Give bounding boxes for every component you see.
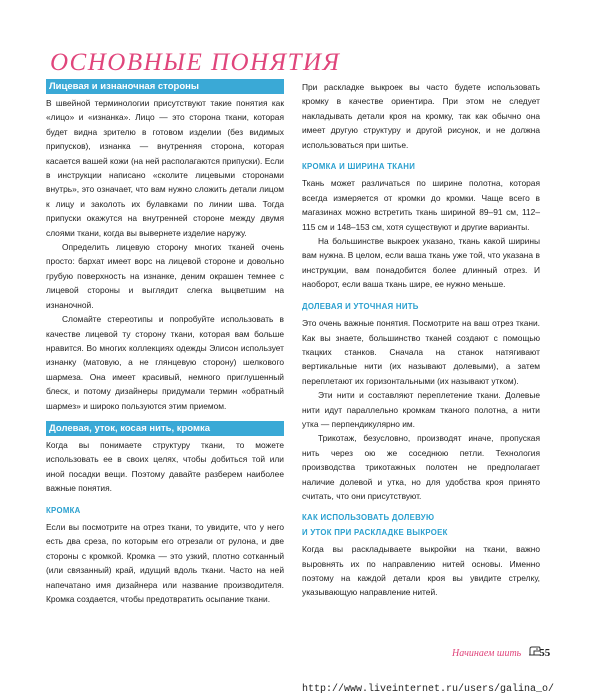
page-number: 55	[539, 647, 551, 659]
page-title: ОСНОВНЫЕ ПОНЯТИЯ	[50, 49, 341, 76]
paragraph: Сломайте стереотипы и попробуйте использовать в качестве лицевой ту сторону ткани, которая вам больше нравится. Во многих коллекциях одежды Элисон использует изнанку (матовую, а не глянцевую сторону) шелкового шармеза. Она имеет красивый, немного приглушенный блеск, и потому дизайнеры придумали термин «обратный шармез» и широко пользуются этим приемом.	[46, 314, 284, 411]
sewing-machine-icon	[528, 645, 542, 657]
subheading: КРОМКА	[46, 505, 81, 515]
paragraph: Эти нити и составляют переплетение ткани. Долевые нити идут параллельно кромкам тканого полотна, а нити утка — перпендикулярно им.	[302, 390, 540, 429]
subheading: КАК ИСПОЛЬЗОВАТЬ ДОЛЕВУЮ	[302, 513, 435, 523]
section-name: Начинаем шить	[452, 648, 522, 659]
paragraph: Ткань может различаться по ширине полотна, которая всегда измеряется от кромки до кромки. Чаще всего в магазинах можно встретить ткань шириной 89–91 см, 112–115 см и 148–153 см, хотя существуют и другие варианты.	[302, 178, 540, 232]
paragraph: Это очень важные понятия. Посмотрите на ваш отрез ткани. Как вы знаете, большинство тканей создают с помощью ткацких станков. Сначала на станок натягивают вертикальные нити (их называют долевыми), а затем переплетают их горизонтальными (их называют утком).	[302, 318, 540, 386]
subheading: И УТОК ПРИ РАСКЛАДКЕ ВЫКРОЕК	[302, 527, 448, 537]
paragraph: Если вы посмотрите на отрез ткани, то увидите, что у него есть два среза, по которым его отрезали от рулона, и две стороны с кромкой. Кромка — это узкий, плотно сотканный (или связанный) край, идущий вдоль ткани. Часто на ней напечатано имя дизайнера или название производителя. Кромка создается, чтобы предотвратить осыпание ткани.	[46, 521, 284, 604]
paragraph: Трикотаж, безусловно, производят иначе, пропуская нить через ою же соседнюю петли. Технология производства трикотажных полотен не предполагает наличие долевой и утка, но для удобства кроя принято считать, что они присутствуют.	[302, 433, 540, 501]
paragraph: Определить лицевую сторону многих тканей очень просто: бархат имеет ворс на лицевой стороне и довольно грубую поверхность на изнанке, деним окрашен темнее с лицевой стороны и выглядит слегка выцветшим на изнаночной.	[46, 242, 284, 310]
subheading: КРОМКА И ШИРИНА ТКАНИ	[302, 162, 416, 172]
paragraph: В швейной терминологии присутствуют такие понятия как «лицо» и «изнанка». Лицо — это сторона ткани, которая будет видна зрителю в готовом изделии (без видимых припусков), изнанка — внутренняя сторона, которая касается вашей кожи (на ней располагаются припуски). Если в инструкции написано «сколите лицевыми сторонами внутрь», это означает, что вам нужно сложить детали лицом к лицу и заколоть их булавками по линии шва. Тогда припуски окажутся на внутренней стороне между двумя слоями ткани, когда вы вывернете изделие наружу.	[46, 98, 284, 238]
paragraph: При раскладке выкроек вы часто будете использовать кромку в качестве ориентира. При этом не следует накладывать детали кроя на кромку, так как обычно она имеет другую структуру и другой рисунок, и не должна использоваться при шитье.	[302, 82, 540, 150]
section-heading: Лицевая и изнаночная стороны	[46, 79, 284, 94]
paragraph: Когда вы понимаете структуру ткани, то можете использовать ее в своих целях, чтобы добиться той или иной посадки вещи. Поэтому давайте разберем наиболее важные понятия.	[46, 439, 284, 494]
subheading: ДОЛЕВАЯ И УТОЧНАЯ НИТЬ	[302, 301, 419, 311]
paragraph: На большинстве выкроек указано, ткань какой ширины вам нужна. В целом, если ваша ткань уже той, что указана в инструкции, вам понадобится более длинный отрез. И наоборот, если ваша ткань шире, ее нужно меньше.	[302, 236, 540, 290]
left-column	[46, 79, 284, 606]
right-column	[302, 80, 540, 600]
source-url: http://www.liveinternet.ru/users/galina_o/	[302, 684, 555, 695]
section-heading: Долевая, уток, косая нить, кромка	[46, 421, 284, 436]
paragraph: Когда вы раскладываете выкройки на ткани, важно выровнять их по направлению нитей основы. Именно поэтому на каждой детали кроя вы увидите стрелку, указывающую направление нитей.	[302, 544, 540, 598]
